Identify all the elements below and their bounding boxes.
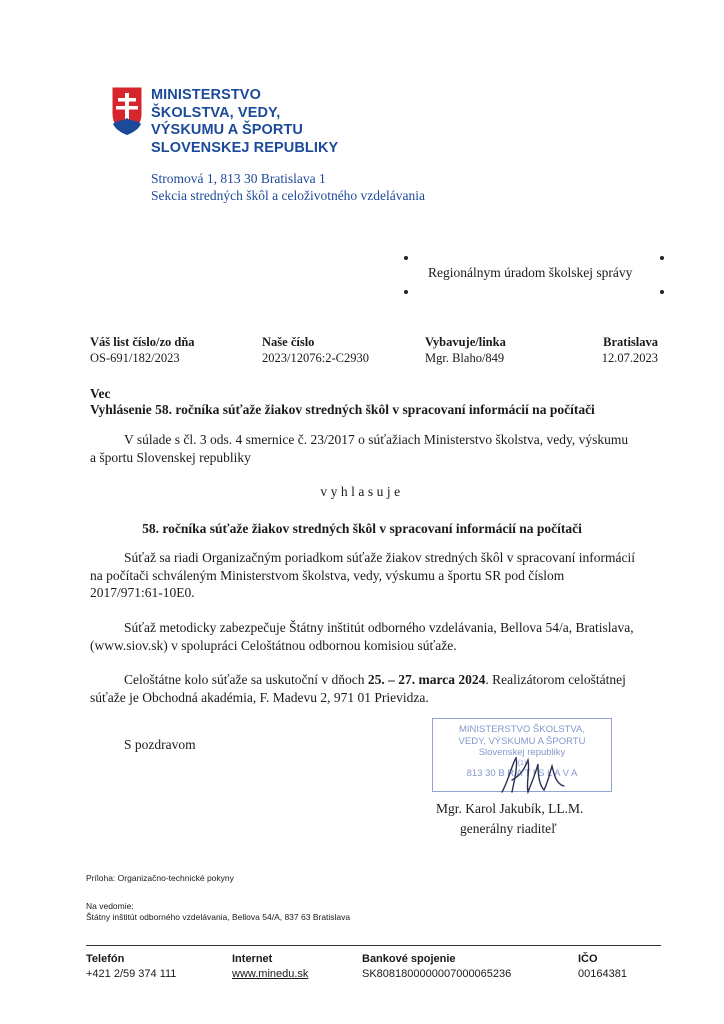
national-round-dates: 25. – 27. marca 2024	[367, 672, 486, 687]
attachment-note: Príloha: Organizačno-technické pokyny	[86, 873, 234, 883]
ministry-line-3: VÝSKUMU A ŠPORTU	[151, 122, 303, 138]
ministry-line-2: ŠKOLSTVA, VEDY,	[151, 104, 281, 121]
paragraph-methodology	[90, 619, 680, 654]
footer-internet	[232, 952, 308, 982]
ministry-address	[151, 170, 425, 204]
stamp-line-1: MINISTERSTVO ŠKOLSTVA,	[459, 724, 585, 735]
corner-mark	[660, 256, 664, 260]
ref-place-date	[596, 334, 658, 366]
paragraph-rules-line-3: 2017/971:61-10E0.	[90, 585, 195, 600]
paragraph-national-round	[90, 671, 680, 706]
footer-ico	[578, 952, 627, 982]
ref-date-value: 12.07.2023	[601, 351, 658, 365]
address-line-1: Stromová 1, 813 30 Bratislava 1	[151, 171, 326, 186]
ministry-line-1: MINISTERSTVO	[151, 87, 261, 103]
national-round-start: Celoštátne kolo súťaže sa uskutoční v dňoch	[124, 672, 368, 687]
footer-ico-label: IČO	[578, 953, 598, 965]
paragraph-rules-line-1: Súťaž sa riadi Organizačným poriadkom súťaže žiakov stredných škôl v spracovaní informácií	[124, 550, 636, 565]
ref-handled-by-value: Mgr. Blaho/849	[425, 351, 505, 365]
signer-block	[436, 799, 583, 839]
ministry-name	[151, 87, 338, 157]
signer-name: Mgr. Karol Jakubík, LL.M.	[436, 801, 584, 816]
ref-your-letter	[90, 334, 195, 366]
ref-our-number	[262, 334, 369, 366]
footer-bank-label: Bankové spojenie	[362, 953, 456, 965]
address-line-2: Sekcia stredných škôl a celoživotného vzdelávania	[151, 188, 426, 203]
subject-label: Vec	[90, 386, 111, 401]
stamp-line-4: (1)	[517, 759, 527, 767]
corner-mark	[404, 256, 408, 260]
ref-your-letter-value: OS-691/182/2023	[90, 351, 180, 365]
paragraph-methodology-line-1: Súťaž metodicky zabezpečuje Štátny inštitút odborného vzdelávania, Bellova 54/a, Bratislava,	[124, 620, 634, 635]
recipient: Regionálnym úradom školskej správy	[428, 265, 633, 280]
handwritten-signature	[498, 752, 572, 798]
ministry-line-4: SLOVENSKEJ REPUBLIKY	[151, 139, 339, 156]
footer-phone	[86, 952, 176, 982]
paragraph-intro-line-1: V súlade s čl. 3 ods. 4 smernice č. 23/2017 o súťažiach Ministerstvo školstva, vedy, výskumu	[124, 432, 629, 447]
stamp-line-3: Slovenskej republiky	[478, 747, 566, 758]
ref-handled-by-label: Vybavuje/linka	[425, 335, 506, 349]
paragraph-intro-line-2: a športu Slovenskej republiky	[90, 449, 251, 465]
slovak-coat-of-arms-icon	[111, 86, 143, 136]
corner-mark	[660, 290, 664, 294]
ref-place-label: Bratislava	[603, 335, 658, 349]
footer-divider	[86, 945, 661, 946]
subject-text: Vyhlásenie 58. ročníka súťaže žiakov stredných škôl v spracovaní informácií na počítači	[90, 402, 595, 417]
greeting: S pozdravom	[124, 737, 196, 752]
paragraph-rules	[90, 549, 680, 602]
paragraph-rules-line-2: na počítači schváleným Ministerstvom školstva, vedy, výskumu a športu SR pod číslom	[90, 567, 565, 583]
paragraph-national-round-line-1	[90, 671, 680, 689]
paragraph-national-round-line-2: súťaže je Obchodná akadémia, F. Madevu 2, 971 01 Prievidza.	[90, 689, 429, 705]
announce-title: 58. ročníka súťaže žiakov stredných škôl v spracovaní informácií na počítači	[142, 521, 582, 536]
corner-mark	[404, 290, 408, 294]
footer-bank	[362, 952, 511, 982]
announce-word: vyhlasuje	[320, 484, 404, 499]
national-round-end: . Realizátorom celoštátnej	[485, 672, 626, 687]
ref-our-number-value: 2023/12076:2-C2930	[262, 351, 369, 365]
stamp-line-5: 813 30 B R A T I S L A V A	[466, 767, 578, 779]
footer-phone-label: Telefón	[86, 953, 125, 965]
footer-ico-value: 00164381	[578, 968, 627, 980]
footer-phone-value: +421 2/59 374 111	[86, 968, 177, 980]
notice-label: Na vedomie:	[86, 901, 134, 911]
stamp-line-2: VEDY, VÝSKUMU A ŠPORTU	[458, 735, 586, 747]
paragraph-intro	[90, 431, 680, 466]
ref-your-letter-label: Váš list číslo/zo dňa	[90, 335, 195, 349]
footer-internet-label: Internet	[232, 953, 273, 965]
ref-our-number-label: Naše číslo	[262, 335, 315, 349]
signer-title: generálny riaditeľ	[460, 821, 557, 836]
notice-text: Štátny inštitút odborného vzdelávania, Bellova 54/A, 837 63 Bratislava	[86, 912, 351, 922]
footer-website-link[interactable]: www.minedu.sk	[232, 968, 309, 980]
paragraph-methodology-line-2: (www.siov.sk) v spolupráci Celoštátnou odbornou komisiou súťaže.	[90, 637, 457, 653]
ref-handled-by	[425, 334, 506, 366]
footer-bank-value: SK8081800000007000065236	[362, 968, 512, 980]
